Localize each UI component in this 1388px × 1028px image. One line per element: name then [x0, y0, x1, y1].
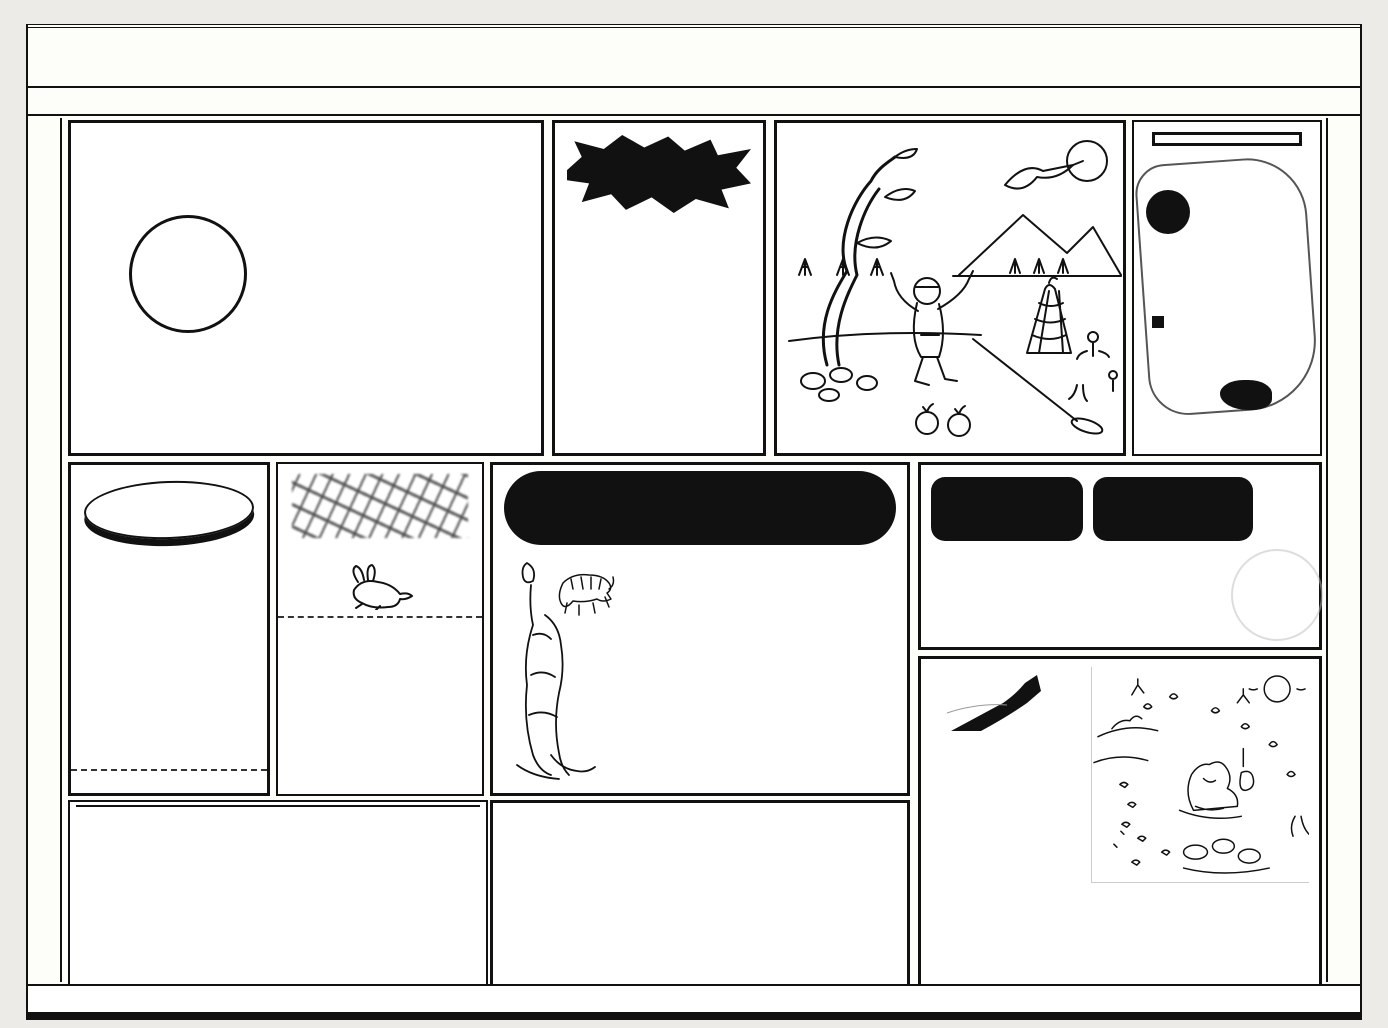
grant-section — [278, 616, 482, 632]
spirit-code-panel — [490, 462, 910, 796]
mark-six-border-left — [28, 118, 62, 982]
spirit-code-title — [504, 471, 896, 545]
fruits — [916, 404, 970, 436]
special-number-box — [68, 462, 270, 796]
explainer-scene-sketch — [1091, 667, 1309, 883]
signature-square — [1152, 316, 1164, 328]
fisherman — [1180, 749, 1254, 819]
treasure-map-drawing — [777, 123, 1123, 453]
figure — [891, 271, 973, 385]
mark-six-border-right — [1326, 118, 1360, 982]
special-title — [83, 478, 255, 542]
newspaper-page — [26, 24, 1362, 1020]
special-footer — [71, 769, 267, 793]
open-statistics — [1163, 471, 1313, 643]
river-stones — [1184, 839, 1270, 873]
mark-six-border-top — [28, 86, 1360, 116]
disclaimer-bar — [28, 984, 1360, 1020]
scroll-ink-blob-top — [1146, 190, 1190, 234]
stones — [801, 368, 877, 401]
eight-immortals-box — [490, 800, 910, 996]
flowers-grass — [1069, 332, 1117, 401]
deity-illustration — [497, 555, 615, 781]
six-code-numbers — [555, 213, 763, 249]
six-code-box — [552, 120, 766, 456]
recent-results-box — [68, 800, 488, 996]
code-chart-box — [1132, 120, 1322, 456]
hongkong-seal — [129, 215, 247, 333]
rabbit-icon — [340, 564, 420, 610]
net-trap — [1027, 278, 1071, 353]
poem-box — [276, 462, 484, 796]
burst-header — [567, 135, 751, 213]
grant-numbers — [278, 626, 482, 632]
open-result-box — [918, 462, 1322, 650]
distressed-header-graphic — [292, 474, 468, 538]
immortals-row — [493, 807, 907, 813]
scroll-graphic — [1142, 160, 1312, 412]
picture-explainer-box — [918, 656, 1322, 996]
fish-school — [1114, 782, 1170, 865]
flowers — [1132, 679, 1249, 703]
special-numbers — [71, 539, 267, 579]
spirit-code-body — [493, 545, 907, 781]
header-band — [28, 24, 1360, 84]
pointing-hand-icon — [941, 673, 1061, 743]
total-open-label — [931, 477, 1083, 541]
code-chart-title — [1152, 132, 1302, 146]
treasure-map-scene — [774, 120, 1126, 456]
results-title — [76, 804, 480, 807]
masthead-calligraphy — [68, 120, 544, 456]
small-trees — [799, 259, 1068, 275]
butterflies — [1144, 694, 1295, 777]
tiger-and-deity-sketch — [497, 555, 615, 787]
